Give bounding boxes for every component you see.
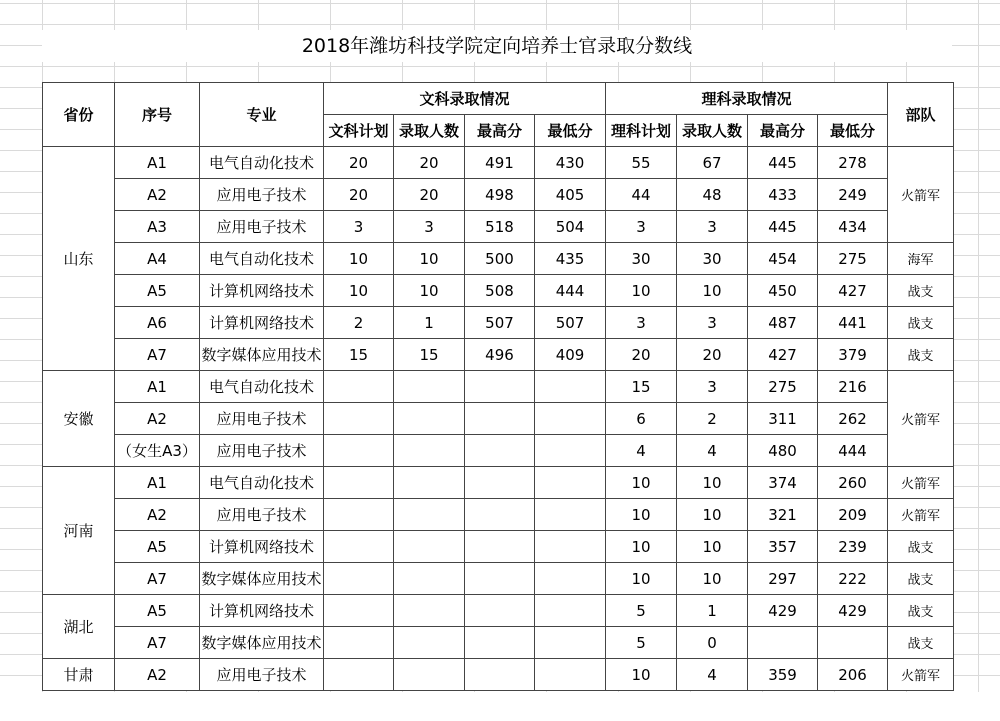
wen-admit-cell	[394, 435, 465, 467]
header-li-admit: 录取人数	[677, 115, 748, 147]
li-min-cell: 260	[818, 467, 888, 499]
li-max-cell: 275	[748, 371, 818, 403]
seq-cell: A7	[115, 339, 200, 371]
li-min-cell: 278	[818, 147, 888, 179]
wen-max-cell: 518	[465, 211, 535, 243]
wen-plan-cell: 15	[324, 339, 394, 371]
li-min-cell: 429	[818, 595, 888, 627]
wen-admit-cell: 10	[394, 243, 465, 275]
li-admit-cell: 10	[677, 499, 748, 531]
unit-cell: 战支	[888, 307, 954, 339]
wen-plan-cell	[324, 371, 394, 403]
table-row	[43, 307, 954, 339]
table-row	[43, 179, 954, 211]
table-row	[43, 659, 954, 691]
li-max-cell: 297	[748, 563, 818, 595]
header-wen-plan: 文科计划	[324, 115, 394, 147]
wen-admit-cell	[394, 467, 465, 499]
li-min-cell: 444	[818, 435, 888, 467]
major-cell: 应用电子技术	[200, 179, 324, 211]
li-min-cell: 262	[818, 403, 888, 435]
major-cell: 数字媒体应用技术	[200, 627, 324, 659]
wen-min-cell: 405	[535, 179, 606, 211]
li-min-cell	[818, 627, 888, 659]
province-cell: 甘肃	[43, 659, 115, 691]
table-row	[43, 627, 954, 659]
wen-admit-cell	[394, 595, 465, 627]
major-cell: 应用电子技术	[200, 659, 324, 691]
header-unit: 部队	[888, 83, 954, 147]
li-plan-cell: 30	[606, 243, 677, 275]
li-admit-cell: 3	[677, 211, 748, 243]
wen-min-cell	[535, 499, 606, 531]
unit-cell: 火箭军	[888, 467, 954, 499]
seq-cell: A5	[115, 531, 200, 563]
major-cell: 电气自动化技术	[200, 467, 324, 499]
li-max-cell: 480	[748, 435, 818, 467]
li-plan-cell: 10	[606, 659, 677, 691]
header-seq: 序号	[115, 83, 200, 147]
wen-min-cell	[535, 467, 606, 499]
li-admit-cell: 1	[677, 595, 748, 627]
table-row	[43, 275, 954, 307]
major-cell: 应用电子技术	[200, 403, 324, 435]
wen-plan-cell: 20	[324, 147, 394, 179]
major-cell: 电气自动化技术	[200, 147, 324, 179]
li-admit-cell: 3	[677, 307, 748, 339]
unit-cell: 战支	[888, 627, 954, 659]
wen-admit-cell	[394, 499, 465, 531]
li-min-cell: 209	[818, 499, 888, 531]
admission-table	[42, 82, 954, 691]
wen-max-cell: 507	[465, 307, 535, 339]
li-plan-cell: 10	[606, 531, 677, 563]
wen-max-cell: 508	[465, 275, 535, 307]
major-cell: 计算机网络技术	[200, 595, 324, 627]
li-max-cell: 357	[748, 531, 818, 563]
table-row	[43, 339, 954, 371]
wen-max-cell: 496	[465, 339, 535, 371]
li-max-cell: 487	[748, 307, 818, 339]
header-li-group: 理科录取情况	[606, 83, 888, 115]
wen-admit-cell: 15	[394, 339, 465, 371]
seq-cell: A2	[115, 659, 200, 691]
wen-max-cell	[465, 595, 535, 627]
wen-min-cell: 430	[535, 147, 606, 179]
wen-plan-cell	[324, 659, 394, 691]
li-max-cell: 454	[748, 243, 818, 275]
table-row	[43, 371, 954, 403]
wen-plan-cell: 10	[324, 243, 394, 275]
major-cell: 应用电子技术	[200, 499, 324, 531]
table-row	[43, 403, 954, 435]
li-plan-cell: 15	[606, 371, 677, 403]
wen-plan-cell	[324, 499, 394, 531]
wen-min-cell	[535, 531, 606, 563]
major-cell: 计算机网络技术	[200, 307, 324, 339]
major-cell: 电气自动化技术	[200, 243, 324, 275]
li-min-cell: 379	[818, 339, 888, 371]
seq-cell: A7	[115, 563, 200, 595]
province-cell: 河南	[43, 467, 115, 595]
header-wen-group: 文科录取情况	[324, 83, 606, 115]
wen-max-cell	[465, 659, 535, 691]
wen-min-cell	[535, 659, 606, 691]
wen-plan-cell	[324, 595, 394, 627]
wen-max-cell: 498	[465, 179, 535, 211]
wen-admit-cell	[394, 659, 465, 691]
wen-min-cell: 504	[535, 211, 606, 243]
wen-min-cell: 435	[535, 243, 606, 275]
wen-admit-cell: 10	[394, 275, 465, 307]
seq-cell: （女生A3）	[115, 435, 200, 467]
li-admit-cell: 2	[677, 403, 748, 435]
wen-admit-cell	[394, 627, 465, 659]
major-cell: 数字媒体应用技术	[200, 339, 324, 371]
header-li-plan: 理科计划	[606, 115, 677, 147]
table-row	[43, 435, 954, 467]
seq-cell: A2	[115, 403, 200, 435]
li-max-cell: 433	[748, 179, 818, 211]
unit-cell: 战支	[888, 531, 954, 563]
wen-plan-cell	[324, 563, 394, 595]
header-li-min: 最低分	[818, 115, 888, 147]
wen-admit-cell: 3	[394, 211, 465, 243]
wen-plan-cell	[324, 467, 394, 499]
wen-min-cell	[535, 403, 606, 435]
li-min-cell: 216	[818, 371, 888, 403]
seq-cell: A1	[115, 467, 200, 499]
wen-max-cell: 500	[465, 243, 535, 275]
li-admit-cell: 3	[677, 371, 748, 403]
li-admit-cell: 10	[677, 531, 748, 563]
li-admit-cell: 20	[677, 339, 748, 371]
li-plan-cell: 6	[606, 403, 677, 435]
li-max-cell: 311	[748, 403, 818, 435]
li-admit-cell: 0	[677, 627, 748, 659]
wen-admit-cell	[394, 531, 465, 563]
wen-plan-cell: 2	[324, 307, 394, 339]
wen-min-cell	[535, 435, 606, 467]
li-min-cell: 222	[818, 563, 888, 595]
li-plan-cell: 10	[606, 499, 677, 531]
wen-admit-cell	[394, 371, 465, 403]
seq-cell: A5	[115, 595, 200, 627]
li-max-cell: 429	[748, 595, 818, 627]
wen-plan-cell: 3	[324, 211, 394, 243]
wen-max-cell	[465, 371, 535, 403]
li-admit-cell: 48	[677, 179, 748, 211]
li-max-cell: 450	[748, 275, 818, 307]
wen-admit-cell	[394, 403, 465, 435]
wen-max-cell	[465, 435, 535, 467]
seq-cell: A5	[115, 275, 200, 307]
wen-max-cell: 491	[465, 147, 535, 179]
table-body	[43, 147, 954, 691]
li-plan-cell: 10	[606, 563, 677, 595]
li-max-cell: 374	[748, 467, 818, 499]
li-plan-cell: 3	[606, 211, 677, 243]
header-wen-max: 最高分	[465, 115, 535, 147]
li-max-cell: 427	[748, 339, 818, 371]
major-cell: 应用电子技术	[200, 435, 324, 467]
li-plan-cell: 10	[606, 467, 677, 499]
li-plan-cell: 44	[606, 179, 677, 211]
header-wen-min: 最低分	[535, 115, 606, 147]
unit-cell: 海军	[888, 243, 954, 275]
li-max-cell: 321	[748, 499, 818, 531]
li-admit-cell: 10	[677, 563, 748, 595]
seq-cell: A7	[115, 627, 200, 659]
major-cell: 计算机网络技术	[200, 531, 324, 563]
header-wen-admit: 录取人数	[394, 115, 465, 147]
seq-cell: A2	[115, 499, 200, 531]
wen-plan-cell: 10	[324, 275, 394, 307]
wen-admit-cell: 1	[394, 307, 465, 339]
seq-cell: A6	[115, 307, 200, 339]
seq-cell: A1	[115, 371, 200, 403]
li-min-cell: 434	[818, 211, 888, 243]
province-cell: 山东	[43, 147, 115, 371]
seq-cell: A2	[115, 179, 200, 211]
li-min-cell: 249	[818, 179, 888, 211]
li-max-cell	[748, 627, 818, 659]
major-cell: 计算机网络技术	[200, 275, 324, 307]
li-plan-cell: 55	[606, 147, 677, 179]
unit-cell: 火箭军	[888, 659, 954, 691]
province-cell: 安徽	[43, 371, 115, 467]
li-max-cell: 445	[748, 147, 818, 179]
header-province: 省份	[43, 83, 115, 147]
li-max-cell: 359	[748, 659, 818, 691]
wen-min-cell	[535, 563, 606, 595]
table-row	[43, 147, 954, 179]
li-admit-cell: 4	[677, 659, 748, 691]
wen-max-cell	[465, 563, 535, 595]
li-min-cell: 206	[818, 659, 888, 691]
header-li-max: 最高分	[748, 115, 818, 147]
table-row	[43, 467, 954, 499]
li-plan-cell: 4	[606, 435, 677, 467]
wen-min-cell: 507	[535, 307, 606, 339]
table-row	[43, 499, 954, 531]
wen-plan-cell	[324, 627, 394, 659]
li-admit-cell: 30	[677, 243, 748, 275]
table-row	[43, 595, 954, 627]
header-major: 专业	[200, 83, 324, 147]
wen-max-cell	[465, 467, 535, 499]
unit-cell: 战支	[888, 563, 954, 595]
wen-min-cell	[535, 595, 606, 627]
unit-cell: 战支	[888, 339, 954, 371]
li-admit-cell: 67	[677, 147, 748, 179]
li-admit-cell: 10	[677, 467, 748, 499]
wen-admit-cell: 20	[394, 179, 465, 211]
unit-cell: 战支	[888, 275, 954, 307]
wen-min-cell: 444	[535, 275, 606, 307]
unit-cell: 战支	[888, 595, 954, 627]
li-min-cell: 427	[818, 275, 888, 307]
table-row	[43, 531, 954, 563]
wen-max-cell	[465, 403, 535, 435]
seq-cell: A3	[115, 211, 200, 243]
major-cell: 应用电子技术	[200, 211, 324, 243]
unit-cell: 火箭军	[888, 147, 954, 243]
wen-plan-cell	[324, 403, 394, 435]
wen-min-cell	[535, 627, 606, 659]
li-plan-cell: 20	[606, 339, 677, 371]
major-cell: 电气自动化技术	[200, 371, 324, 403]
li-min-cell: 239	[818, 531, 888, 563]
li-plan-cell: 3	[606, 307, 677, 339]
sheet-empty-area	[0, 692, 1000, 721]
wen-max-cell	[465, 531, 535, 563]
province-cell: 湖北	[43, 595, 115, 659]
table-row	[43, 211, 954, 243]
li-min-cell: 441	[818, 307, 888, 339]
wen-max-cell	[465, 627, 535, 659]
wen-max-cell	[465, 499, 535, 531]
sheet-title: 2018年潍坊科技学院定向培养士官录取分数线	[42, 30, 952, 62]
li-admit-cell: 4	[677, 435, 748, 467]
wen-admit-cell	[394, 563, 465, 595]
li-max-cell: 445	[748, 211, 818, 243]
wen-plan-cell	[324, 435, 394, 467]
table-row	[43, 563, 954, 595]
wen-min-cell	[535, 371, 606, 403]
wen-min-cell: 409	[535, 339, 606, 371]
li-plan-cell: 10	[606, 275, 677, 307]
table-row	[43, 243, 954, 275]
wen-admit-cell: 20	[394, 147, 465, 179]
wen-plan-cell: 20	[324, 179, 394, 211]
li-admit-cell: 10	[677, 275, 748, 307]
li-plan-cell: 5	[606, 595, 677, 627]
seq-cell: A1	[115, 147, 200, 179]
li-min-cell: 275	[818, 243, 888, 275]
unit-cell: 火箭军	[888, 371, 954, 467]
unit-cell: 火箭军	[888, 499, 954, 531]
seq-cell: A4	[115, 243, 200, 275]
major-cell: 数字媒体应用技术	[200, 563, 324, 595]
li-plan-cell: 5	[606, 627, 677, 659]
wen-plan-cell	[324, 531, 394, 563]
